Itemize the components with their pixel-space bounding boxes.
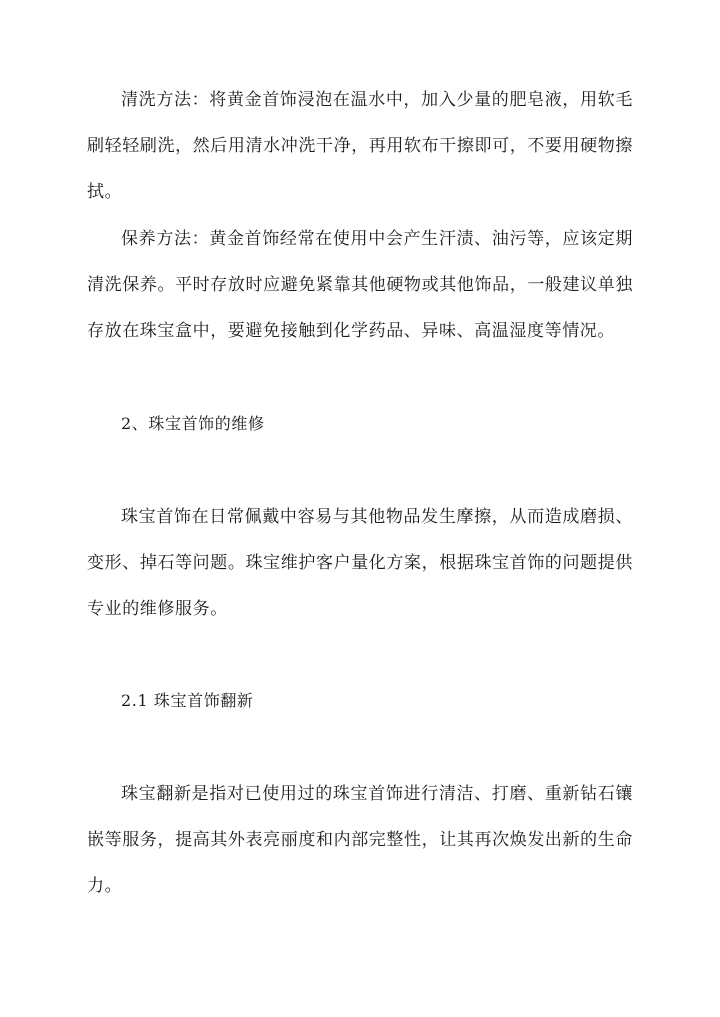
paragraph-refurbish: 珠宝翻新是指对已使用过的珠宝首饰进行清洁、打磨、重新钻石镶嵌等服务，提高其外表亮丽度和内部完整性，让其再次焕发出新的生命力。: [87, 784, 633, 896]
paragraph-maintenance-method: 保养方法：黄金首饰经常在使用中会产生汗渍、油污等，应该定期清洗保养。平时存放时应避免紧靠其他硬物或其他饰品，一般建议单独存放在珠宝盒中，要避免接触到化学药品、异味、高温湿度等情况。: [87, 229, 633, 341]
paragraph-repair: 珠宝首饰在日常佩戴中容易与其他物品发生摩擦，从而造成磨损、变形、掉石等问题。珠宝维护客户量化方案，根据珠宝首饰的问题提供专业的维修服务。: [87, 507, 633, 619]
section-heading-repair: 2、珠宝首饰的维修: [121, 414, 265, 433]
paragraph-cleaning-method: 清洗方法：将黄金首饰浸泡在温水中，加入少量的肥皂液，用软毛刷轻轻刷洗，然后用清水冲洗干净，再用软布干擦即可，不要用硬物擦拭。: [87, 90, 633, 202]
subsection-heading-refurbish: 2.1 珠宝首饰翻新: [121, 691, 254, 710]
